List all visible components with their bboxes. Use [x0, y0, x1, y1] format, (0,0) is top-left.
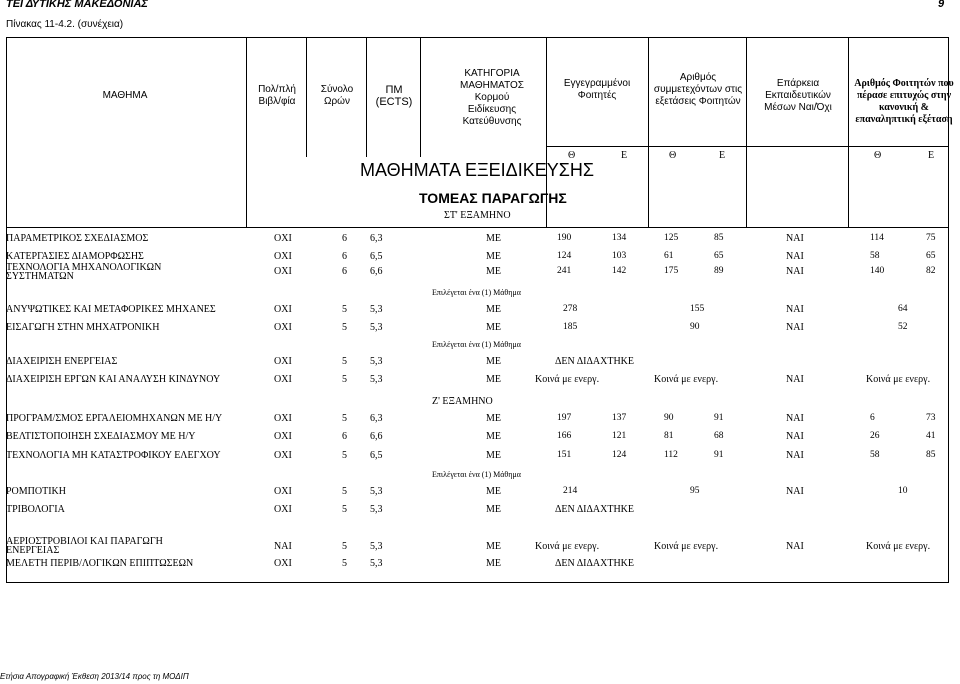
enrolled-theta: 241: [557, 266, 572, 276]
enrolled-theta: 124: [557, 251, 572, 261]
passed-total: 64: [898, 304, 908, 314]
participants-theta: 81: [664, 431, 674, 441]
ects-credits: 6,5: [370, 450, 383, 461]
col-hours: Σύνολο Ωρών: [320, 84, 354, 107]
total-hours: 5: [342, 486, 347, 497]
course-category: ΜΕ: [486, 413, 501, 424]
participants-total: Κοινά με ενεργ.: [654, 541, 719, 552]
course-category: ΜΕ: [486, 431, 501, 442]
semester-7: Ζ' ΕΞΑΜΗΝΟ: [432, 396, 493, 407]
passed-theta: 58: [870, 251, 880, 261]
passed-total: 52: [898, 322, 908, 332]
total-hours: 6: [342, 266, 347, 277]
passed-epsilon: 65: [926, 251, 936, 261]
enrolled-theta: 151: [557, 450, 572, 460]
participants-theta: 61: [664, 251, 674, 261]
subhdr-passed-epsilon: Ε: [928, 150, 935, 161]
ects-credits: 5,3: [370, 304, 383, 315]
adequacy-value: ΝΑΙ: [786, 486, 804, 497]
multi-bibliography: ΟΧΙ: [274, 304, 292, 315]
participants-epsilon: 91: [714, 413, 724, 423]
course-category: ΜΕ: [486, 374, 501, 385]
course-category: ΜΕ: [486, 541, 501, 552]
enrolled-total: 185: [563, 322, 578, 332]
page-footer: Ετήσια Απογραφική Έκθεση 2013/14 προς τη ΜΟΔΙΠ: [0, 672, 189, 681]
participants-epsilon: 85: [714, 233, 724, 243]
course-category: ΜΕ: [486, 504, 501, 515]
section-specialization: ΜΑΘΗΜΑΤΑ ΕΞΕΙΔΙΚΕΥΣΗΣ: [360, 160, 594, 180]
participants-theta: 175: [664, 266, 679, 276]
course-category: ΜΕ: [486, 558, 501, 569]
course-name: ΒΕΛΤΙΣΤΟΠΟΙΗΣΗ ΣΧΕΔΙΑΣΜΟΥ ΜΕ Η/Υ: [6, 431, 196, 442]
adequacy-value: ΝΑΙ: [786, 413, 804, 424]
participants-epsilon: 68: [714, 431, 724, 441]
passed-total: Κοινά με ενεργ.: [866, 541, 931, 552]
enrolled-epsilon: 103: [612, 251, 627, 261]
multi-bibliography: ΟΧΙ: [274, 431, 292, 442]
total-hours: 5: [342, 322, 347, 333]
ects-credits: 5,3: [370, 356, 383, 367]
passed-epsilon: 41: [926, 431, 936, 441]
enrolled-epsilon: 134: [612, 233, 627, 243]
ects-credits: 5,3: [370, 541, 383, 552]
section-sector: ΤΟΜΕΑΣ ΠΑΡΑΓΩΓΗΣ: [419, 190, 567, 206]
course-category: ΜΕ: [486, 304, 501, 315]
enrolled-total: Κοινά με ενεργ.: [535, 541, 600, 552]
course-name: ΕΙΣΑΓΩΓΗ ΣΤΗΝ ΜΗΧΑΤΡΟΝΙΚΗ: [6, 322, 160, 333]
adequacy-value: ΝΑΙ: [786, 266, 804, 277]
total-hours: 5: [342, 356, 347, 367]
total-hours: 5: [342, 374, 347, 385]
enrolled-epsilon: 137: [612, 413, 627, 423]
course-name: ΤΕΧΝΟΛΟΓΙΑ ΜΗΧΑΝΟΛΟΓΙΚΩΝ ΣΥΣΤΗΜΑΤΩΝ: [6, 262, 162, 282]
course-name: ΠΑΡΑΜΕΤΡΙΚΟΣ ΣΧΕΔΙΑΣΜΟΣ: [6, 233, 149, 244]
course-name: ΔΙΑΧΕΙΡΙΣΗ ΕΡΓΩΝ ΚΑΙ ΑΝΑΛΥΣΗ ΚΙΝΔΥΝΟΥ: [6, 374, 221, 385]
passed-theta: 140: [870, 266, 885, 276]
participants-total: 90: [690, 322, 700, 332]
multi-bibliography: ΟΧΙ: [274, 374, 292, 385]
adequacy-value: ΝΑΙ: [786, 450, 804, 461]
enrolled-total: 214: [563, 486, 578, 496]
passed-theta: 6: [870, 413, 875, 423]
multi-bibliography: ΟΧΙ: [274, 558, 292, 569]
course-name: ΔΙΑΧΕΙΡΙΣΗ ΕΝΕΡΓΕΙΑΣ: [6, 356, 118, 367]
course-category: ΜΕ: [486, 233, 501, 244]
course-name: ΚΑΤΕΡΓΑΣΙΕΣ ΔΙΑΜΟΡΦΩΣΗΣ: [6, 251, 144, 262]
multi-bibliography: ΝΑΙ: [274, 541, 292, 552]
not-taught-note: ΔΕΝ ΔΙΔΑΧΤΗΚΕ: [555, 356, 635, 367]
participants-theta: 125: [664, 233, 679, 243]
course-name: ΡΟΜΠΟΤΙΚΗ: [6, 486, 66, 497]
adequacy-value: ΝΑΙ: [786, 541, 804, 552]
enrolled-total: Κοινά με ενεργ.: [535, 374, 600, 385]
participants-theta: 90: [664, 413, 674, 423]
semester-6: ΣΤ' ΕΞΑΜΗΝΟ: [444, 210, 511, 221]
course-name: ΑΝΥΨΩΤΙΚΕΣ ΚΑΙ ΜΕΤΑΦΟΡΙΚΕΣ ΜΗΧΑΝΕΣ: [6, 304, 216, 315]
choice-note: Επιλέγεται ένα (1) Μάθημα: [432, 340, 521, 349]
passed-theta: 58: [870, 450, 880, 460]
course-name: ΜΕΛΕΤΗ ΠΕΡΙΒ/ΛΟΓΙΚΩΝ ΕΠΙΠΤΩΣΕΩΝ: [6, 558, 194, 569]
institution-header: ΤΕΙ ΔΥΤΙΚΗΣ ΜΑΚΕΔΟΝΙΑΣ: [6, 0, 148, 10]
ects-credits: 5,3: [370, 504, 383, 515]
total-hours: 5: [342, 450, 347, 461]
multi-bibliography: ΟΧΙ: [274, 450, 292, 461]
subhdr-enrolled-theta: Θ: [568, 150, 576, 161]
total-hours: 5: [342, 558, 347, 569]
col-passed: Αριθμός Φοιτητών που πέρασε επιτυχώς στην κανονική & επαναληπτική εξέταση: [854, 78, 954, 125]
multi-bibliography: ΟΧΙ: [274, 486, 292, 497]
subhdr-participants-epsilon: Ε: [719, 150, 726, 161]
choice-note: Επιλέγεται ένα (1) Μάθημα: [432, 470, 521, 479]
passed-total: 10: [898, 486, 908, 496]
total-hours: 5: [342, 304, 347, 315]
subhdr-participants-theta: Θ: [669, 150, 677, 161]
total-hours: 5: [342, 504, 347, 515]
course-name: ΤΡΙΒΟΛΟΓΙΑ: [6, 504, 65, 515]
course-category: ΜΕ: [486, 450, 501, 461]
table-caption: Πίνακας 11-4.2. (συνέχεια): [6, 19, 124, 30]
passed-theta: 114: [870, 233, 884, 243]
multi-bibliography: ΟΧΙ: [274, 413, 292, 424]
participants-total: 155: [690, 304, 705, 314]
total-hours: 6: [342, 431, 347, 442]
not-taught-note: ΔΕΝ ΔΙΔΑΧΤΗΚΕ: [555, 504, 635, 515]
course-name: ΑΕΡΙΟΣΤΡΟΒΙΛΟΙ ΚΑΙ ΠΑΡΑΓΩΓΗ ΕΝΕΡΓΕΙΑΣ: [6, 536, 163, 556]
participants-epsilon: 65: [714, 251, 724, 261]
multi-bibliography: ΟΧΙ: [274, 322, 292, 333]
adequacy-value: ΝΑΙ: [786, 431, 804, 442]
total-hours: 5: [342, 541, 347, 552]
enrolled-theta: 190: [557, 233, 572, 243]
multi-bibliography: ΟΧΙ: [274, 504, 292, 515]
course-category: ΜΕ: [486, 486, 501, 497]
total-hours: 6: [342, 251, 347, 262]
ects-credits: 6,3: [370, 233, 383, 244]
participants-theta: 112: [664, 450, 678, 460]
adequacy-value: ΝΑΙ: [786, 233, 804, 244]
enrolled-epsilon: 142: [612, 266, 627, 276]
ects-credits: 6,6: [370, 266, 383, 277]
multi-bibliography: ΟΧΙ: [274, 266, 292, 277]
course-name: ΠΡΟΓΡΑΜ/ΣΜΟΣ ΕΡΓΑΛΕΙΟΜΗΧΑΝΩΝ ΜΕ Η/Υ: [6, 413, 223, 424]
enrolled-total: 278: [563, 304, 578, 314]
participants-total: 95: [690, 486, 700, 496]
adequacy-value: ΝΑΙ: [786, 374, 804, 385]
ects-credits: 6,6: [370, 431, 383, 442]
col-adequacy: Επάρκεια Εκπαιδευτικών Μέσων Ναι/Όχι: [764, 78, 832, 113]
course-category: ΜΕ: [486, 356, 501, 367]
col-enrolled: Εγγεγραμμένοι Φοιτητές: [563, 78, 631, 101]
enrolled-theta: 166: [557, 431, 572, 441]
multi-bibliography: ΟΧΙ: [274, 251, 292, 262]
ects-credits: 6,5: [370, 251, 383, 262]
course-category: ΜΕ: [486, 322, 501, 333]
ects-credits: 6,3: [370, 413, 383, 424]
page-number: 9: [938, 0, 945, 10]
passed-epsilon: 85: [926, 450, 936, 460]
course-category: ΜΕ: [486, 251, 501, 262]
multi-bibliography: ΟΧΙ: [274, 356, 292, 367]
ects-credits: 5,3: [370, 486, 383, 497]
subhdr-enrolled-epsilon: Ε: [621, 150, 628, 161]
total-hours: 5: [342, 413, 347, 424]
col-category: ΚΑΤΗΓΟΡΙΑ ΜΑΘΗΜΑΤΟΣ Κορμού Ειδίκευσης Κατεύθυνσης: [460, 68, 524, 127]
col-participants: Αριθμός συμμετεχόντων στις εξετάσεις Φοιτητών: [653, 72, 743, 107]
participants-total: Κοινά με ενεργ.: [654, 374, 719, 385]
enrolled-epsilon: 121: [612, 431, 627, 441]
course-name: ΤΕΧΝΟΛΟΓΙΑ ΜΗ ΚΑΤΑΣΤΡΟΦΙΚΟΥ ΕΛΕΓΧΟΥ: [6, 450, 221, 461]
col-ects: ΠΜ (ECTS): [375, 84, 413, 108]
passed-epsilon: 82: [926, 266, 936, 276]
ects-credits: 5,3: [370, 558, 383, 569]
participants-epsilon: 91: [714, 450, 724, 460]
adequacy-value: ΝΑΙ: [786, 251, 804, 262]
not-taught-note: ΔΕΝ ΔΙΔΑΧΤΗΚΕ: [555, 558, 635, 569]
col-course: ΜΑΘΗΜΑ: [102, 90, 148, 101]
ects-credits: 5,3: [370, 374, 383, 385]
total-hours: 6: [342, 233, 347, 244]
ects-credits: 5,3: [370, 322, 383, 333]
adequacy-value: ΝΑΙ: [786, 322, 804, 333]
participants-epsilon: 89: [714, 266, 724, 276]
multi-bibliography: ΟΧΙ: [274, 233, 292, 244]
enrolled-theta: 197: [557, 413, 572, 423]
col-multi: Πολ/πλή Βιβλ/φία: [258, 84, 296, 107]
passed-epsilon: 75: [926, 233, 936, 243]
passed-epsilon: 73: [926, 413, 936, 423]
passed-total: Κοινά με ενεργ.: [866, 374, 931, 385]
passed-theta: 26: [870, 431, 880, 441]
course-category: ΜΕ: [486, 266, 501, 277]
subhdr-passed-theta: Θ: [874, 150, 882, 161]
enrolled-epsilon: 124: [612, 450, 627, 460]
choice-note: Επιλέγεται ένα (1) Μάθημα: [432, 288, 521, 297]
adequacy-value: ΝΑΙ: [786, 304, 804, 315]
